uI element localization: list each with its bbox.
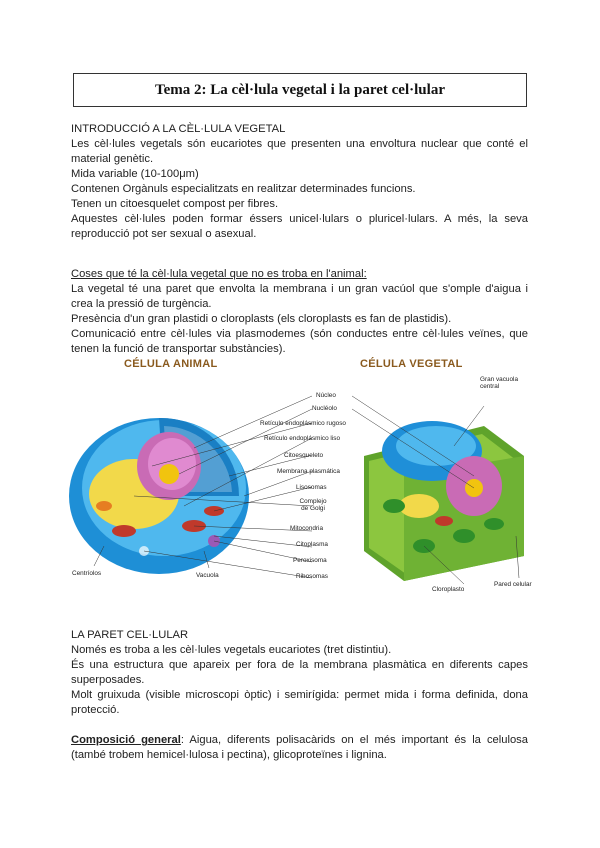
wall-line: És una estructura que apareix per fora de la membrana plasmàtica en diferents capes superposades.	[71, 659, 528, 686]
label-vacuola: Vacuola	[196, 572, 219, 579]
intro-heading: INTRODUCCIÓ A LA CÈL·LULA VEGETAL	[71, 123, 286, 135]
label-membrana: Membrana plasmática	[277, 468, 340, 475]
differences-section	[71, 267, 528, 357]
title-box	[73, 73, 527, 107]
label-ribosomas: Ribosomas	[296, 573, 328, 580]
intro-line: Contenen Orgànuls especialitzats en realitzar determinades funcions.	[71, 183, 416, 195]
label-cloroplasto: Cloroplasto	[432, 586, 465, 593]
label-golgi: Complejo de Golgi	[299, 498, 327, 512]
plant-cell-title: CÉLULA VEGETAL	[360, 358, 463, 370]
differences-line: Comunicació entre cèl·lules via plasmodemes (són conductes entre cèl·lules veïnes, que tenen la funció de transportar substàncies).	[71, 328, 528, 355]
differences-heading: Coses que té la cèl·lula vegetal que no es troba en l'animal:	[71, 268, 367, 280]
label-citoplasma: Citoplasma	[296, 541, 328, 548]
label-citoesqueleto: Citoesqueleto	[284, 452, 324, 459]
page-title: Tema 2: La cèl·lula vegetal i la paret cel·lular	[155, 81, 445, 98]
wall-heading: LA PARET CEL·LULAR	[71, 629, 189, 641]
label-mitocondria: Mitocondria	[290, 525, 324, 532]
label-rer: Retículo endoplásmico rugoso	[260, 420, 346, 427]
intro-line: Mida variable (10-100μm)	[71, 168, 199, 180]
label-pared: Pared celular	[494, 581, 532, 588]
intro-line: Tenen un citoesquelet compost per fibres.	[71, 198, 279, 210]
label-peroxisoma: Peroxisoma	[293, 557, 327, 564]
composition-text: : Aigua, diferents polisacàrids on el més important és la celulosa (també trobem hemicel·lulosa i pectina), glicoproteïnes i lignina.	[71, 734, 528, 761]
label-gran-vacuola: Gran vacuola central	[480, 376, 519, 390]
wall-line: Molt gruixuda (visible microscopi òptic) i semirígida: permet mida i forma definida, dona protecció.	[71, 689, 528, 716]
animal-cell-title: CÉLULA ANIMAL	[124, 358, 218, 370]
plant-cell-drawing	[364, 421, 524, 581]
label-centriolos: Centríolos	[72, 570, 102, 577]
intro-line: Aquestes cèl·lules poden formar éssers unicel·lulars o pluricel·lulars. A més, la seva reproducció pot ser sexual o asexual.	[71, 213, 528, 240]
cell-diagram	[64, 356, 538, 600]
label-rel: Retículo endoplásmico liso	[264, 435, 341, 442]
intro-section	[71, 122, 528, 242]
composition-label: Composició general	[71, 734, 181, 746]
label-nucleo: Núcleo	[316, 392, 336, 399]
wall-composition	[71, 733, 528, 763]
intro-line: Les cèl·lules vegetals són eucariotes que presenten una envoltura nuclear que conté el material genètic.	[71, 138, 528, 165]
differences-line: Presència d'un gran plastidi o cloroplasts (els cloroplasts es fan de plastidis).	[71, 313, 452, 325]
differences-line: La vegetal té una paret que envolta la membrana i un gran vacúol que s'omple d'aigua i crea la pressió de turgència.	[71, 283, 528, 310]
label-lisosomas: Lisosomas	[296, 484, 327, 491]
wall-line: Només es troba a les cèl·lules vegetals eucariotes (tret distintiu).	[71, 644, 392, 656]
wall-section	[71, 628, 528, 763]
label-nucleolo: Nucléolo	[312, 405, 337, 412]
animal-cell-drawing	[69, 418, 249, 574]
